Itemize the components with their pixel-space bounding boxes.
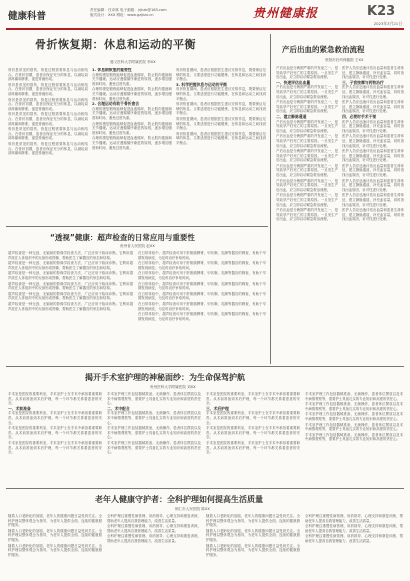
- column-divider: [270, 34, 271, 364]
- article-3-title: “透视”健康：超声检查的日常应用与重要性: [50, 233, 195, 242]
- article-2-col-1: 产后出血是分娩期严重的并发症之一，是导致孕产妇死亡的主要原因。一旦发生产后出血，应立即启动紧急救治流程。 一、快速评估出血量 产后出血是分娩期严重的并发症之一，是导致孕产妇死亡的主要原因。一旦发生产后出血，应立即启动紧急救治流程。 产后出血是分娩期严重的并发症之一，是导致孕产妇死亡的主要原因。一旦发生产后出血，应立即启动紧急救治流程。 二、建立静脉通道 产后出血是分娩期严重的并发症之一，是导致孕产妇死亡的主要原因。一旦发生产后出血，应立即启动紧急救治流程。 产后出血是分娩期严重的并发症之一，是导致孕产妇死亡的主要原因。一旦发生产后出血，应立即启动紧急救治流程。 产后出血是分娩期严重的并发症之一，是导致孕产妇死亡的主要原因。一旦发生产后出血，应立即启动紧急救治流程。 产后出血是分娩期严重的并发症之一，是导致孕产妇死亡的主要原因。一旦发生产后出血，应立即启动紧急救治流程。 产后出血是分娩期严重的并发症之一，是导致孕产妇死亡的主要原因。一旦发生产后出血，应立即启动紧急救治流程。 产后出血是分娩期严重的并发症之一，是导致孕产妇死亡的主要原因。一旦发生产后出血，应立即启动紧急救治流程。 产后出血是分娩期严重的并发症之一，是导致孕产妇死亡的主要原因。一旦发生产后出血，应立即启动紧急救治流程。: [276, 66, 338, 222]
- section-label: 健康科普: [8, 11, 47, 22]
- article-2-byline: 贵阳市妇幼保健院 王XX: [325, 58, 364, 62]
- newspaper-logo: 贵州健康报: [253, 6, 319, 20]
- article-5-byline: 铜仁市人民医院 陈XX: [175, 507, 210, 511]
- article-4-col-3: 手术室是医院的重要科室，手术室护士在手术中承担着重要职责。从术前准备到术后护理，每一个环节都关系着患者的安全。 三、术后护理 手术室是医院的重要科室，手术室护士在手术中承担着重要职责。从术前准备到术后护理，每一个环节都关系着患者的安全。 手术室是医院的重要科室，手术室护士在手术中承担着重要职责。从术前准备到术后护理，每一个环节都关系着患者的安全。 手术室是医院的重要科室，手术室护士在手术中承担着重要职责。从术前准备到术后护理，每一个环节都关系着患者的安全。: [206, 392, 300, 455]
- article-1-title: 骨折恢复期：休息和运动的平衡: [35, 38, 196, 51]
- issue-date: 2023年3月21日: [373, 21, 402, 26]
- article-2-title: 产后出血的紧急救治流程: [282, 45, 365, 54]
- article-4-title: 揭开手术室护理的神秘面纱：为生命保驾护航: [85, 373, 245, 382]
- article-3-byline: 贵州省人民医院 赵XX: [120, 244, 155, 248]
- article-2-col-2: 医护人员应迅速评估出血量和患者生命体征，建立静脉通道，补充血容量，同时查找出血原因，针对性进行处理。 三、子宫按摩与药物治疗 医护人员应迅速评估出血量和患者生命体征，建立静脉通道，补充血容量，同时查找出血原因，针对性进行处理。 医护人员应迅速评估出血量和患者生命体征，建立静脉通道，补充血容量，同时查找出血原因，针对性进行处理。 四、必要时手术干预 医护人员应迅速评估出血量和患者生命体征，建立静脉通道，补充血容量，同时查找出血原因，针对性进行处理。 医护人员应迅速评估出血量和患者生命体征，建立静脉通道，补充血容量，同时查找出血原因，针对性进行处理。 医护人员应迅速评估出血量和患者生命体征，建立静脉通道，补充血容量，同时查找出血原因，针对性进行处理。 医护人员应迅速评估出血量和患者生命体征，建立静脉通道，补充血容量，同时查找出血原因，针对性进行处理。 医护人员应迅速评估出血量和患者生命体征，建立静脉通道，补充血容量，同时查找出血原因，针对性进行处理。 医护人员应迅速评估出血量和患者生命体征，建立静脉通道，补充血容量，同时查找出血原因，针对性进行处理。 医护人员应迅速评估出血量和患者生命体征，建立静脉通道，补充血容量，同时查找出血原因，针对性进行处理。: [342, 66, 404, 222]
- article-3-col-1: 超声检查是一种无创、无辐射的影像学检查方法，广泛应用于临床诊断。它利用超声波在人体组织中的反射形成图像，帮助医生了解器官的形态和结构。 超声检查是一种无创、无辐射的影像学检查方法，广泛应用于临床诊断。它利用超声波在人体组织中的反射形成图像，帮助医生了解器官的形态和结构。 超声检查是一种无创、无辐射的影像学检查方法，广泛应用于临床诊断。它利用超声波在人体组织中的反射形成图像，帮助医生了解器官的形态和结构。 超声检查是一种无创、无辐射的影像学检查方法，广泛应用于临床诊断。它利用超声波在人体组织中的反射形成图像，帮助医生了解器官的形态和结构。 超声检查是一种无创、无辐射的影像学检查方法，广泛应用于临床诊断。它利用超声波在人体组织中的反射形成图像，帮助医生了解器官的形态和结构。 超声检查是一种无创、无辐射的影像学检查方法，广泛应用于临床诊断。它利用超声波在人体组织中的反射形成图像，帮助医生了解器官的形态和结构。: [8, 251, 133, 311]
- article-3-col-2: 在日常体检中，超声检查可用于肝胆胰脾肾、甲状腺、乳腺等器官的筛查，有助于早期发现病变，为及时治疗争取时间。 在日常体检中，超声检查可用于肝胆胰脾肾、甲状腺、乳腺等器官的筛查，有助于早期发现病变，为及时治疗争取时间。 在日常体检中，超声检查可用于肝胆胰脾肾、甲状腺、乳腺等器官的筛查，有助于早期发现病变，为及时治疗争取时间。 在日常体检中，超声检查可用于肝胆胰脾肾、甲状腺、乳腺等器官的筛查，有助于早期发现病变，为及时治疗争取时间。 在日常体检中，超声检查可用于肝胆胰脾肾、甲状腺、乳腺等器官的筛查，有助于早期发现病变，为及时治疗争取时间。 在日常体检中，超声检查可用于肝胆胰脾肾、甲状腺、乳腺等器官的筛查，有助于早期发现病变，为及时治疗争取时间。 在日常体检中，超声检查可用于肝胆胰脾肾、甲状腺、乳腺等器官的筛查，有助于早期发现病变，为及时治疗争取时间。: [138, 251, 266, 321]
- article-4-byline: 贵州医科大学附属医院 刘XX: [150, 385, 196, 389]
- article-4-col-4: 手术室护理工作包括器械准备、无菌操作、患者体位摆放以及术中病情观察等，需要护士具备扎实的专业知识和高度的责任心。 手术室护理工作包括器械准备、无菌操作、患者体位摆放以及术中病情观察等，需要护士具备扎实的专业知识和高度的责任心。 手术室护理工作包括器械准备、无菌操作、患者体位摆放以及术中病情观察等，需要护士具备扎实的专业知识和高度的责任心。 手术室护理工作包括器械准备、无菌操作、患者体位摆放以及术中病情观察等，需要护士具备扎实的专业知识和高度的责任心。 手术室护理工作包括器械准备、无菌操作、患者体位摆放以及术中病情观察等，需要护士具备扎实的专业知识和高度的责任心。: [305, 392, 403, 442]
- article-5-title: 老年人健康守护者：全科护理如何提高生活质量: [95, 495, 263, 504]
- masthead-meta: 责任编辑：任卓林 电子邮箱：jrjkzk@163.com 版式设计：XXX 网址：www.gzjkzx.cn: [90, 8, 167, 18]
- article-1-byline: 遵义医科大学附属医院 李XX: [110, 60, 156, 64]
- article-4-col-2: 手术室护理工作包括器械准备、无菌操作、患者体位摆放以及术中病情观察等，需要护士具备扎实的专业知识和高度的责任心。 二、术中配合 手术室护理工作包括器械准备、无菌操作、患者体位摆放以及术中病情观察等，需要护士具备扎实的专业知识和高度的责任心。 手术室护理工作包括器械准备、无菌操作、患者体位摆放以及术中病情观察等，需要护士具备扎实的专业知识和高度的责任心。 手术室护理工作包括器械准备、无菌操作、患者体位摆放以及术中病情观察等，需要护士具备扎实的专业知识和高度的责任心。: [107, 392, 201, 455]
- article-1-col-3: 骨折恢复期间，患者应根据医生建议安排作息，既要保证足够的休息，又要适度进行功能锻炼，在休息和运动之间找到平衡点。 3. 科学把握休息与运动的平衡 骨折恢复期间，患者应根据医生建议安排作息，既要保证足够的休息，又要适度进行功能锻炼，在休息和运动之间找到平衡点。 骨折恢复期间，患者应根据医生建议安排作息，既要保证足够的休息，又要适度进行功能锻炼，在休息和运动之间找到平衡点。 骨折恢复期间，患者应根据医生建议安排作息，既要保证足够的休息，又要适度进行功能锻炼，在休息和运动之间找到平衡点。 骨折恢复期间，患者应根据医生建议安排作息，既要保证足够的休息，又要适度进行功能锻炼，在休息和运动之间找到平衡点。: [176, 68, 266, 145]
- article-1-col-1: 骨折是常见的损伤，恢复过程需要休息与运动相结合。在骨折初期，患者应保证充分的休息，以减轻局部疼痛和肿胀，促进骨痂形成。 骨折是常见的损伤，恢复过程需要休息与运动相结合。在骨折初期，患者应保证充分的休息，以减轻局部疼痛和肿胀，促进骨痂形成。 骨折是常见的损伤，恢复过程需要休息与运动相结合。在骨折初期，患者应保证充分的休息，以减轻局部疼痛和肿胀，促进骨痂形成。 骨折是常见的损伤，恢复过程需要休息与运动相结合。在骨折初期，患者应保证充分的休息，以减轻局部疼痛和肿胀，促进骨痂形成。 骨折是常见的损伤，恢复过程需要休息与运动相结合。在骨折初期，患者应保证充分的休息，以减轻局部疼痛和肿胀，促进骨痂形成。 骨折是常见的损伤，恢复过程需要休息与运动相结合。在骨折初期，患者应保证充分的休息，以减轻局部疼痛和肿胀，促进骨痂形成。: [8, 68, 88, 156]
- page-number: K23: [367, 4, 396, 19]
- article-5-col-1: 随着人口老龄化的加剧，老年人的健康问题日益受到关注。全科护理以整体观念为指导，为老年人提供全面、连续的健康照护服务。 随着人口老龄化的加剧，老年人的健康问题日益受到关注。全科护理以整体观念为指导，为老年人提供全面、连续的健康照护服务。 随着人口老龄化的加剧，老年人的健康问题日益受到关注。全科护理以整体观念为指导，为老年人提供全面、连续的健康照护服务。: [8, 514, 102, 557]
- article-5-col-4: 全科护理注重慢性病管理、用药指导、心理支持和康复训练，帮助老年人提高自我管理能力，改善生活质量。 全科护理注重慢性病管理、用药指导、心理支持和康复训练，帮助老年人提高自我管理能力，改善生活质量。 全科护理注重慢性病管理、用药指导、心理支持和康复训练，帮助老年人提高自我管理能力，改善生活质量。: [305, 514, 403, 543]
- article-1-col-2: 1. 休息期恢复的重要性 合理的康复锻炼能够促进血液循环，防止肌肉萎缩和关节僵硬。运动应遵循循序渐进的原则，逐步增加强度和时间，避免过度负重。 合理的康复锻炼能够促进血液循环，防止肌肉萎缩和关节僵硬。运动应遵循循序渐进的原则，逐步增加强度和时间，避免过度负重。 2. 合理运动有助于骨折愈合 合理的康复锻炼能够促进血液循环，防止肌肉萎缩和关节僵硬。运动应遵循循序渐进的原则，逐步增加强度和时间，避免过度负重。 合理的康复锻炼能够促进血液循环，防止肌肉萎缩和关节僵硬。运动应遵循循序渐进的原则，逐步增加强度和时间，避免过度负重。 合理的康复锻炼能够促进血液循环，防止肌肉萎缩和关节僵硬。运动应遵循循序渐进的原则，逐步增加强度和时间，避免过度负重。: [92, 68, 172, 150]
- article-4-col-1: 手术室是医院的重要科室，手术室护士在手术中承担着重要职责。从术前准备到术后护理，每一个环节都关系着患者的安全。 一、术前准备 手术室是医院的重要科室，手术室护士在手术中承担着重要职责。从术前准备到术后护理，每一个环节都关系着患者的安全。 手术室是医院的重要科室，手术室护士在手术中承担着重要职责。从术前准备到术后护理，每一个环节都关系着患者的安全。 手术室是医院的重要科室，手术室护士在手术中承担着重要职责。从术前准备到术后护理，每一个环节都关系着患者的安全。: [8, 392, 102, 455]
- article-5-col-3: 随着人口老龄化的加剧，老年人的健康问题日益受到关注。全科护理以整体观念为指导，为老年人提供全面、连续的健康照护服务。 随着人口老龄化的加剧，老年人的健康问题日益受到关注。全科护理以整体观念为指导，为老年人提供全面、连续的健康照护服务。 随着人口老龄化的加剧，老年人的健康问题日益受到关注。全科护理以整体观念为指导，为老年人提供全面、连续的健康照护服务。: [206, 514, 300, 557]
- section-rule-3: [6, 488, 404, 489]
- section-rule-2: [6, 366, 404, 367]
- section-rule-1: [6, 226, 268, 227]
- article-5-col-2: 全科护理注重慢性病管理、用药指导、心理支持和康复训练，帮助老年人提高自我管理能力，改善生活质量。 全科护理注重慢性病管理、用药指导、心理支持和康复训练，帮助老年人提高自我管理能力，改善生活质量。 全科护理注重慢性病管理、用药指导、心理支持和康复训练，帮助老年人提高自我管理能力，改善生活质量。: [107, 514, 201, 543]
- masthead-rule: [6, 28, 404, 30]
